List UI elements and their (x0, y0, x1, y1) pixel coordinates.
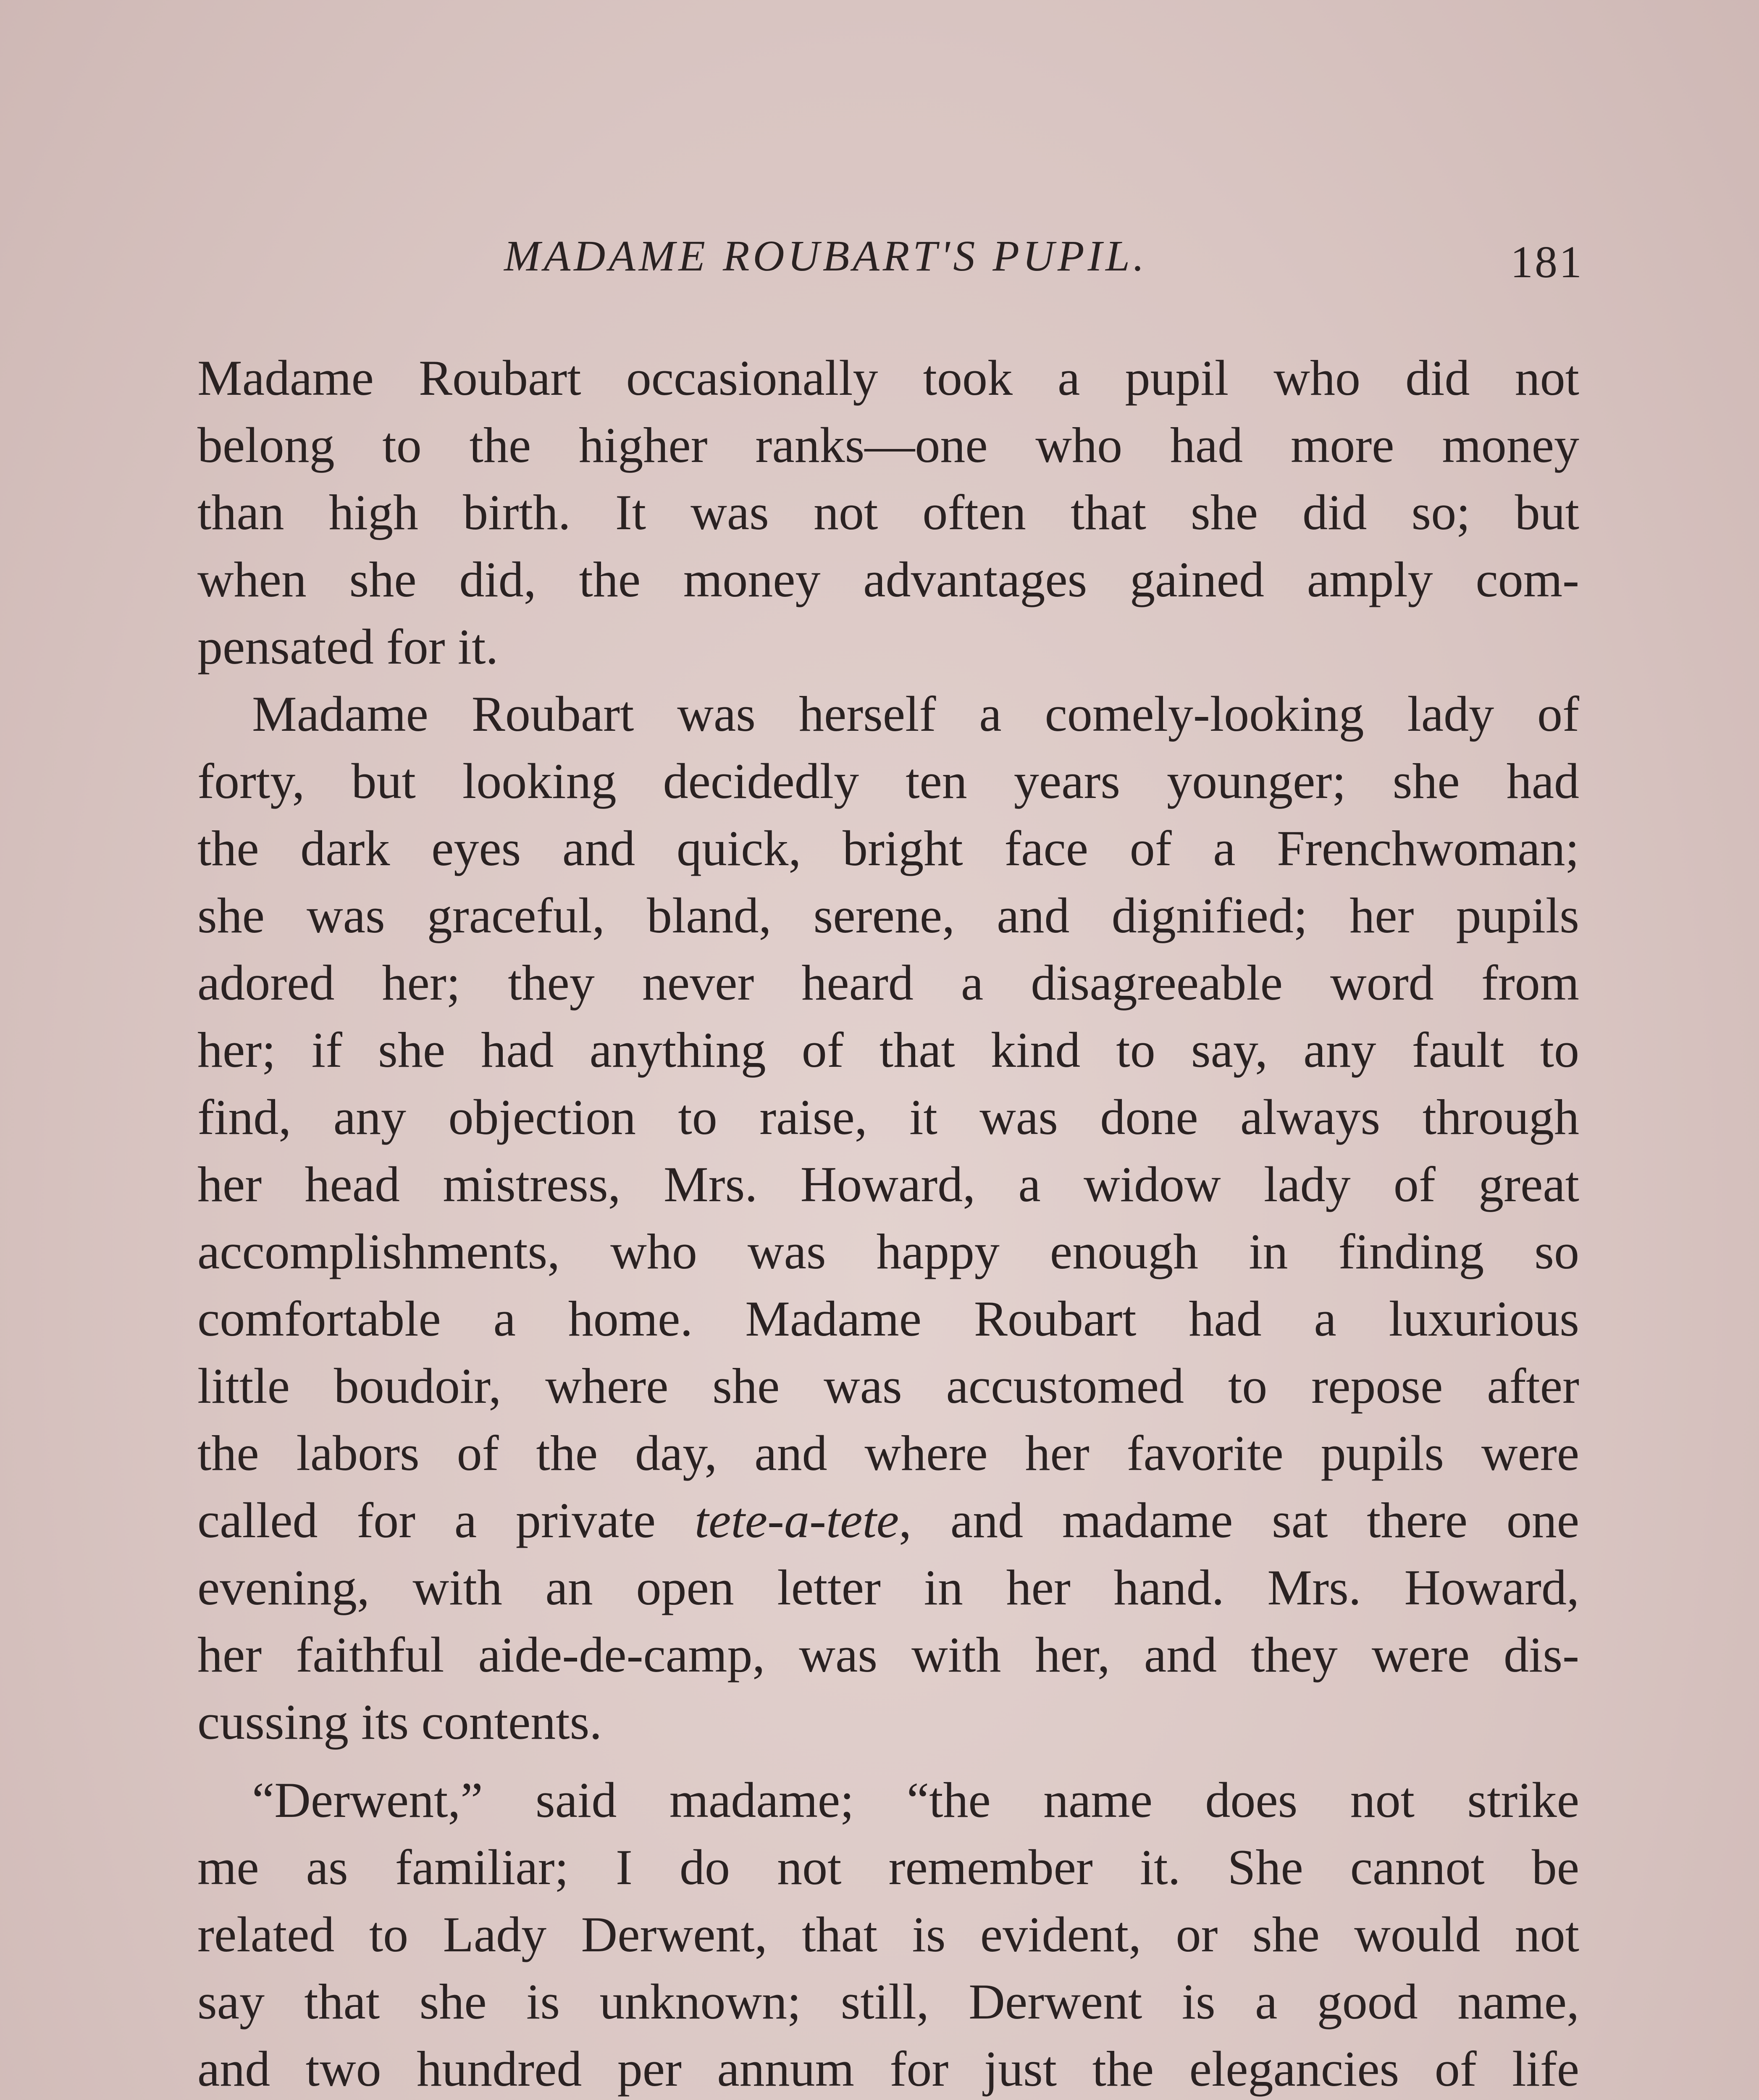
text-line: Madame Roubart occasionally took a pupil who did not (197, 350, 1579, 406)
text-line: cussing its contents. (197, 1694, 602, 1750)
page-number: 181 (1510, 237, 1583, 287)
text-line: her faithful aide-de-camp, was with her, and they were dis- (197, 1627, 1579, 1683)
text-line: her; if she had anything of that kind to say, any fault to (197, 1022, 1579, 1078)
text-segment: , and madame sat there one (899, 1492, 1579, 1548)
text-line: say that she is unknown; still, Derwent is a good name, (197, 1974, 1579, 2029)
text-line: forty, but looking decidedly ten years younger; she had (197, 753, 1579, 809)
text-line: she was graceful, bland, serene, and dignified; her pupils (197, 887, 1579, 943)
text-line: and two hundred per annum for just the elegancies of life (197, 2041, 1579, 2097)
text-line: Madame Roubart was herself a comely-looking lady of (252, 686, 1579, 742)
text-line-tete-a-tete (197, 1487, 1579, 1554)
paragraph-2 (197, 680, 1579, 1756)
text-line: than high birth. It was not often that she did so; but (197, 484, 1579, 540)
text-line: the dark eyes and quick, bright face of a Frenchwoman; (197, 820, 1579, 876)
text-line: find, any objection to raise, it was done always through (197, 1089, 1579, 1145)
text-line: little boudoir, where she was accustomed to repose after (197, 1358, 1579, 1414)
running-head: MADAME ROUBART'S PUPIL. (504, 232, 1147, 280)
paragraph-1 (197, 344, 1579, 680)
text-line: pensated for it. (197, 619, 499, 675)
text-line: her head mistress, Mrs. Howard, a widow lady of great (197, 1156, 1579, 1212)
body-text (197, 344, 1579, 2100)
text-line: adored her; they never heard a disagreeable word from (197, 955, 1579, 1011)
text-segment: called for a private (197, 1492, 695, 1548)
text-line: when she did, the money advantages gained amply com- (197, 551, 1579, 607)
text-line: belong to the higher ranks—one who had more money (197, 417, 1579, 473)
text-line: “Derwent,” said madame; “the name does not strike (252, 1772, 1579, 1828)
text-line: related to Lady Derwent, that is evident, or she would not (197, 1906, 1579, 1962)
italic-phrase: tete-a-tete (694, 1492, 899, 1548)
text-line: comfortable a home. Madame Roubart had a luxurious (197, 1291, 1579, 1347)
text-line: evening, with an open letter in her hand. Mrs. Howard, (197, 1559, 1579, 1615)
text-line: me as familiar; I do not remember it. She cannot be (197, 1839, 1579, 1895)
paragraph-3 (197, 1767, 1579, 2100)
text-line: accomplishments, who was happy enough in finding so (197, 1223, 1579, 1279)
text-line: the labors of the day, and where her favorite pupils were (197, 1425, 1579, 1481)
